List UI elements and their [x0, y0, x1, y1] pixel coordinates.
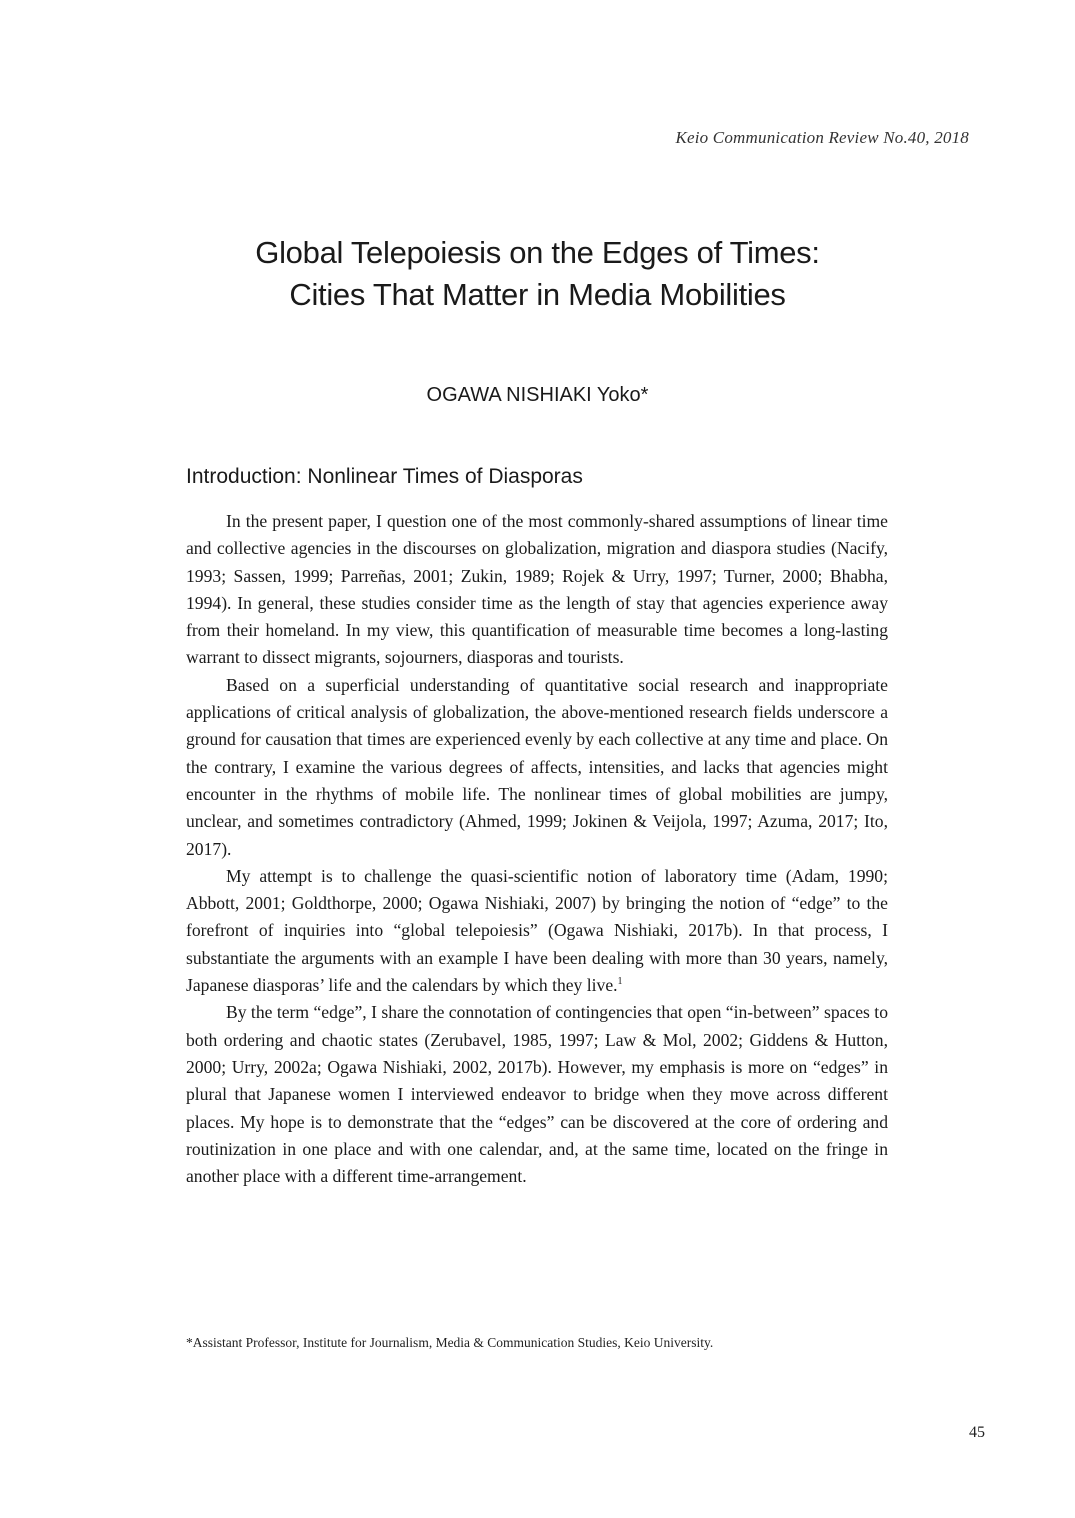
- footnote: *Assistant Professor, Institute for Journalism, Media & Communication Studies, Keio University.: [186, 1335, 714, 1350]
- footnote-reference: 1: [617, 976, 623, 988]
- body-text: [186, 508, 888, 1190]
- author-name: OGAWA NISHIAKI Yoko*: [426, 384, 649, 406]
- title-line-2: Cities That Matter in Media Mobilities: [289, 277, 786, 312]
- title-line-1: Global Telepoiesis on the Edges of Times:: [255, 235, 820, 270]
- journal-header: Keio Communication Review No.40, 2018: [675, 128, 969, 147]
- paper-title: [0, 232, 1075, 316]
- page-number: 45: [969, 1424, 985, 1441]
- paragraph-2: Based on a superficial understanding of quantitative social research and inappropriate applications of critical analysis of globalization, the above-mentioned research fields underscore a ground for causation that times are experienced evenly by each collective at any time and place. On the contrary, I examine the various degrees of affects, intensities, and lacks that agencies might encounter in the rhythms of mobile life. The nonlinear times of global mobilities are jumpy, unclear, and sometimes contradictory (Ahmed, 1999; Jokinen & Veijola, 1997; Azuma, 2017; Ito, 2017).: [186, 674, 888, 859]
- paragraph-4: By the term “edge”, I share the connotation of contingencies that open “in-between” spaces to both ordering and chaotic states (Zerubavel, 1985, 1997; Law & Mol, 2002; Giddens & Hutton, 2000; Urry, 2002a; Ogawa Nishiaki, 2002, 2017b). However, my emphasis is more on “edges” in plural that Japanese women I interviewed endeavor to bridge when they move across different places. My hope is to demonstrate that the “edges” can be discovered at the core of ordering and routinization in one place and with one calendar, and, at the same time, located on the fringe in another place with a different time-arrangement.: [186, 1002, 888, 1187]
- paragraph-1: In the present paper, I question one of the most commonly-shared assumptions of linear time and collective agencies in the discourses on globalization, migration and diaspora studies (Nacify, 1993; Sassen, 1999; Parreñas, 2001; Zukin, 1989; Rojek & Urry, 1997; Turner, 2000; Bhabha, 1994). In general, these studies consider time as the length of stay that agencies experience away from their homeland. In my view, this quantification of measurable time becomes a long-lasting warrant to dissect migrants, sojourners, diasporas and tourists.: [186, 511, 888, 668]
- section-heading: Introduction: Nonlinear Times of Diasporas: [186, 465, 583, 488]
- paragraph-3: [186, 863, 888, 999]
- paragraph-3-text: My attempt is to challenge the quasi-scientific notion of laboratory time (Adam, 1990; Abbott, 2001; Goldthorpe, 2000; Ogawa Nishiaki, 2007) by bringing the notion of “edge” to the forefront of inquiries into “global telepoiesis” (Ogawa Nishiaki, 2017b). In that process, I substantiate the arguments with an example I have been dealing with more than 30 years, namely, Japanese diasporas’ life and the calendars by which they live.: [186, 865, 888, 996]
